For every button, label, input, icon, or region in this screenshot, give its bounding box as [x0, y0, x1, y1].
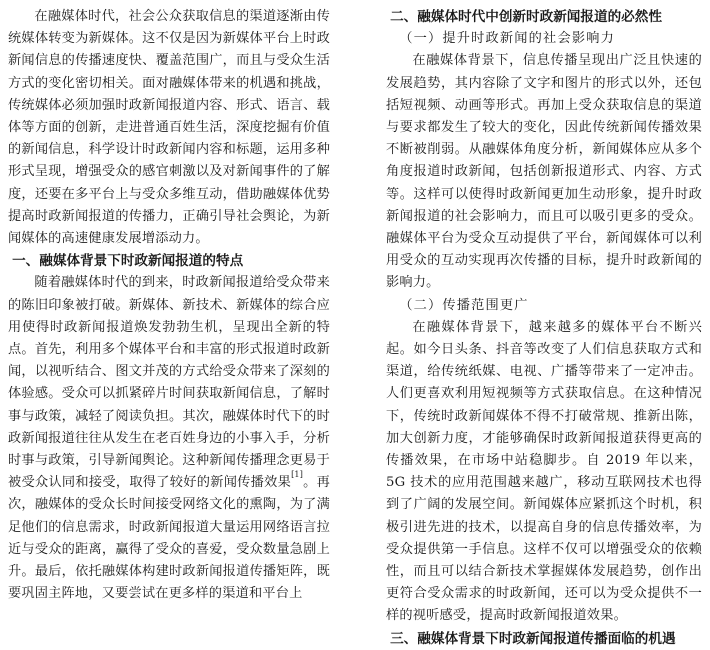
characteristics-text-b: 。再次，融媒体的受众长时间接受网络文化的熏陶，为了满足他们的信息需求，时政新闻报道大量运用网络语言拉近与受众的距离，赢得了受众的喜爱，受众数量急剧上升。最后，依托融媒体构建时政新闻报道传播矩阵，既要巩固主阵地，又要尝试在更多样的渠道和平台上: [8, 475, 330, 602]
influence-paragraph: 在融媒体背景下，信息传播呈现出广泛且快速的发展趋势，其内容除了文字和图片的形式以外，还包括短视频、动画等形式。再加上受众获取信息的渠道与要求都发生了较大的变化，因此传统新闻传播效果不断被削弱。从融媒体角度分析，新闻媒体应从多个角度报道时政新闻，包括创新报道形式、内容、方式等。这样可以使得时政新闻更加生动形象，提升时政新闻报道的社会影响力，而且可以吸引更多的受众。融媒体平台为受众互动提供了平台，新闻媒体可以利用受众的互动实现再次传播的目标，提升时政新闻的影响力。: [386, 53, 702, 291]
subheading-influence: （一）提升时政新闻的社会影响力: [399, 31, 615, 47]
right-column: [386, 6, 702, 650]
section-heading-necessity: 二、融媒体时代中创新时政新闻报道的必然性: [390, 9, 662, 25]
citation-ref[interactable]: [1]: [291, 470, 304, 480]
intro-paragraph: 在融媒体时代，社会公众获取信息的渠道逐渐由传统媒体转变为新媒体。这不仅是因为新媒体平台上时政新闻信息的传播速度快、覆盖范围广，而且与受众生活方式的变化密切相关。面对融媒体带来的机遇和挑战，传统媒体必须加强时政新闻报道内容、形式、语言、载体等方面的创新，走进普通百姓生活，深度挖掘有价值的新闻信息，科学设计时政新闻内容和标题，运用多种形式呈现，增强受众的感官刺激以及对新闻事件的了解度，还要在多平台上与受众多维互动，借助融媒体优势提高时政新闻报道的传播力，正确引导社会舆论，为新闻媒体的高速健康发展增添动力。: [8, 9, 330, 247]
subheading-range: （二）传播范围更广: [399, 297, 529, 313]
characteristics-paragraph: [8, 272, 330, 605]
article-page: [8, 6, 702, 647]
characteristics-text-a: 随着融媒体时代的到来，时政新闻报道给受众带来的陈旧印象被打破。新媒体、新技术、新媒体的综合应用使得时政新闻报道焕发勃勃生机，呈现出全新的特点。首先，利用多个媒体平台和丰富的形式报道时政新闻，以视听结合、图文并茂的方式给受众带来了深刻的体验感。受众可以抓紧碎片时间获取新闻信息，了解时事与政策，减轻了阅读负担。其次，融媒体时代下的时政新闻报道往往从发生在老百姓身边的小事入手，分析时事与政策，引导新闻舆论。这种新闻传播理念更易于被受众认同和接受，取得了较好的新闻传播效果: [8, 275, 330, 491]
range-paragraph: 在融媒体背景下，越来越多的媒体平台不断兴起。如今日头条、抖音等改变了人们信息获取方式和渠道，给传统纸媒、电视、广播等带来了一定冲击。人们更喜欢利用短视频等方式获取信息。在这种情况下，传统时政新闻媒体不得不打破常规、推新出陈，加大创新力度，才能够确保时政新闻报道获得更高的传播效果，在市场中站稳脚步。自 2019 年以来，5G 技术的应用范围越来越广，移动互联网技术也得到了广阔的发展空间。新闻媒体应紧抓这个时机，积极引进先进的技术，以提高自身的信息传播效率，为受众提供第一手信息。这样不仅可以增强受众的依赖性，而且可以结合新技术掌握媒体发展趋势，创作出更符合受众需求的时政新闻，还可以为受众提供不一样的视听感受，提高时政新闻报道效果。: [386, 319, 702, 624]
left-column: [8, 6, 330, 605]
section-heading-characteristics: 一、融媒体背景下时政新闻报道的特点: [12, 253, 244, 270]
section-heading-opportunities: 三、融媒体背景下时政新闻报道传播面临的机遇: [390, 630, 676, 647]
